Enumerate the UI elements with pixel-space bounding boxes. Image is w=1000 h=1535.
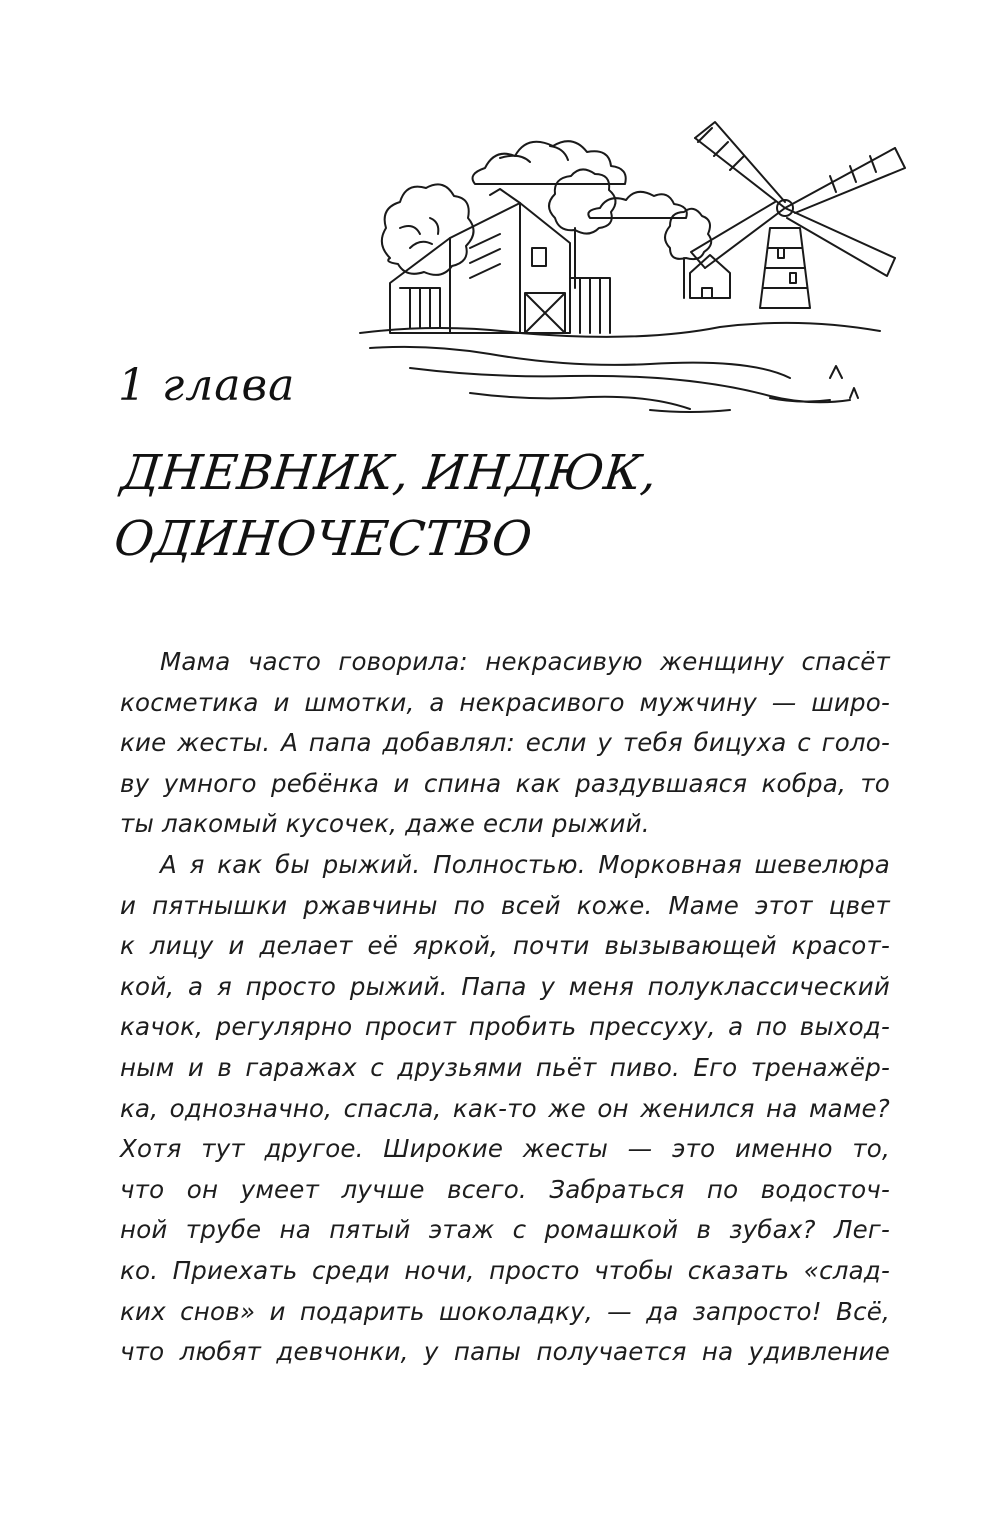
text-line: что любят девчонки, у папы получается на удивление: [120, 1337, 890, 1367]
paragraph: [120, 845, 890, 1373]
text-line: ких снов» и подарить шоколадку, — да запросто! Всё,: [120, 1296, 890, 1326]
text-line: ты лакомый кусочек, даже если рыжий.: [120, 809, 650, 839]
windmill-icon: [691, 122, 905, 308]
cloud-icon: [473, 141, 626, 184]
text-line: кие жесты. А папа добавлял: если у тебя бицуха с голо-: [120, 728, 890, 758]
text-line: ной трубе на пятый этаж с ромашкой в зубах? Лег-: [120, 1215, 890, 1245]
paragraph: [120, 642, 890, 845]
text-line: что он умеет лучше всего. Забраться по водосточ-: [120, 1174, 890, 1204]
tree-icon: [549, 169, 616, 288]
house-icon: [690, 255, 730, 298]
text-line: А я как бы рыжий. Полностью. Морковная шевелюра: [160, 849, 890, 879]
text-line: и пятнышки ржавчины по всей коже. Маме этот цвет: [120, 890, 890, 920]
chapter-title: [111, 440, 685, 572]
tree-icon: [665, 209, 711, 298]
text-line: ка, однозначно, спасла, как-то же он женился на маме?: [120, 1093, 890, 1123]
landscape-icon: [360, 323, 880, 412]
chapter-body: [120, 642, 890, 1373]
tree-icon: [382, 184, 474, 318]
text-line: кой, а я просто рыжий. Папа у меня полуклассический: [120, 971, 890, 1001]
text-line: качок, регулярно просит пробить прессуху, а по выход-: [120, 1012, 890, 1042]
farm-windmill-illustration: [350, 98, 910, 428]
text-line: Хотя тут другое. Широкие жесты — это именно то,: [120, 1134, 890, 1164]
chapter-title-line: ОДИНОЧЕСТВО: [111, 511, 535, 567]
text-line: ко. Приехать среди ночи, просто чтобы сказать «слад-: [120, 1255, 890, 1285]
text-line: ным и в гаражах с друзьями пьёт пиво. Его тренажёр-: [120, 1052, 890, 1082]
text-line: к лицу и делает её яркой, почти вызывающей красот-: [120, 931, 890, 961]
text-line: Мама часто говорила: некрасивую женщину спасёт: [160, 647, 890, 676]
text-line: ву умного ребёнка и спина как раздувшаяся кобра, то: [120, 768, 890, 798]
chapter-title-line: ДНЕВНИК, ИНДЮК,: [118, 445, 660, 501]
text-line: косметика и шмотки, а некрасивого мужчину — широ-: [120, 687, 890, 717]
barn-icon: [390, 189, 610, 333]
chapter-number: 1 глава: [118, 360, 296, 411]
cloud-icon: [588, 192, 686, 218]
